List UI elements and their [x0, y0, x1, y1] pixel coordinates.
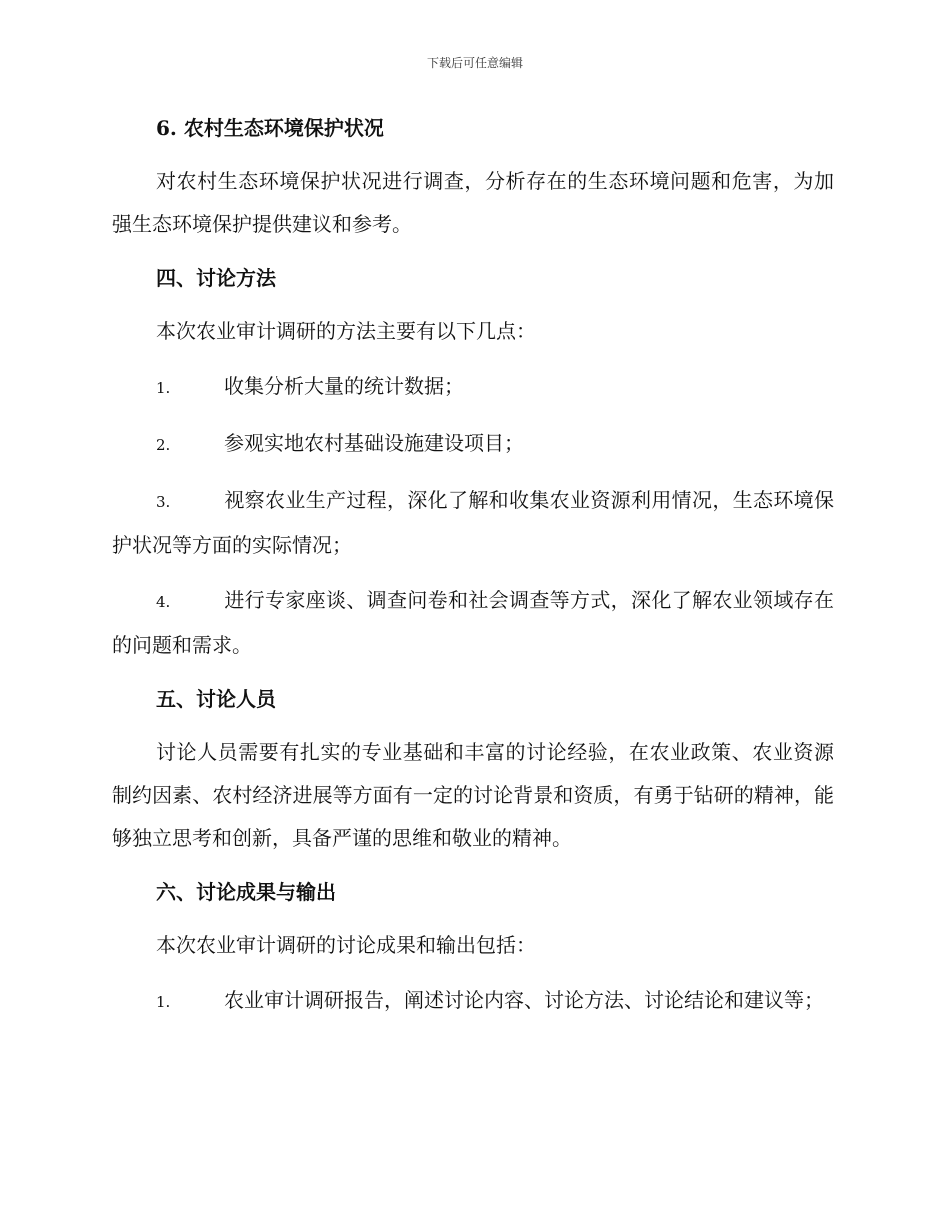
- paragraph-methods-intro: 本次农业审计调研的方法主要有以下几点：: [156, 319, 536, 343]
- list-item-number: 1.: [156, 379, 171, 397]
- list-item-text: 农业审计调研报告，阐述讨论内容、讨论方法、讨论结论和建议等；: [224, 988, 824, 1012]
- list-item-number: 4.: [156, 593, 171, 611]
- list-item-text: 参观实地农村基础设施建设项目；: [224, 431, 524, 455]
- page-header: 下载后可任意编辑: [426, 56, 523, 70]
- section-heading-methods: 四、讨论方法: [156, 266, 276, 290]
- list-item-text: 进行专家座谈、调查问卷和社会调查等方式，深化了解农业领域存在的问题和需求。: [112, 588, 834, 657]
- section-heading-personnel: 五、讨论人员: [156, 687, 276, 711]
- list-item-number: 3.: [156, 493, 171, 511]
- section-heading-rural-ecology: 6. 农村生态环境保护状况: [156, 116, 384, 140]
- document-body: [112, 108, 834, 1024]
- list-item-number: 2.: [156, 436, 171, 454]
- list-item: [112, 422, 834, 467]
- list-item-text: 视察农业生产过程，深化了解和收集农业资源利用情况，生态环境保护状况等方面的实际情况；: [112, 488, 834, 557]
- list-item: [112, 579, 834, 667]
- paragraph-outputs-intro: 本次农业审计调研的讨论成果和输出包括：: [156, 933, 536, 957]
- list-item: [112, 365, 834, 410]
- section-heading-outputs: 六、讨论成果与输出: [156, 880, 336, 904]
- list-item: [112, 979, 834, 1024]
- paragraph-rural-ecology: 对农村生态环境保护状况进行调查，分析存在的生态环境问题和危害，为加强生态环境保护提供建议和参考。: [112, 169, 834, 236]
- list-item: [112, 479, 834, 567]
- list-item-text: 收集分析大量的统计数据；: [224, 374, 464, 398]
- list-item-number: 1.: [156, 993, 171, 1011]
- paragraph-personnel: 讨论人员需要有扎实的专业基础和丰富的讨论经验，在农业政策、农业资源制约因素、农村经济进展等方面有一定的讨论背景和资质，有勇于钻研的精神，能够独立思考和创新，具备严谨的思维和敬业的精神。: [112, 740, 834, 850]
